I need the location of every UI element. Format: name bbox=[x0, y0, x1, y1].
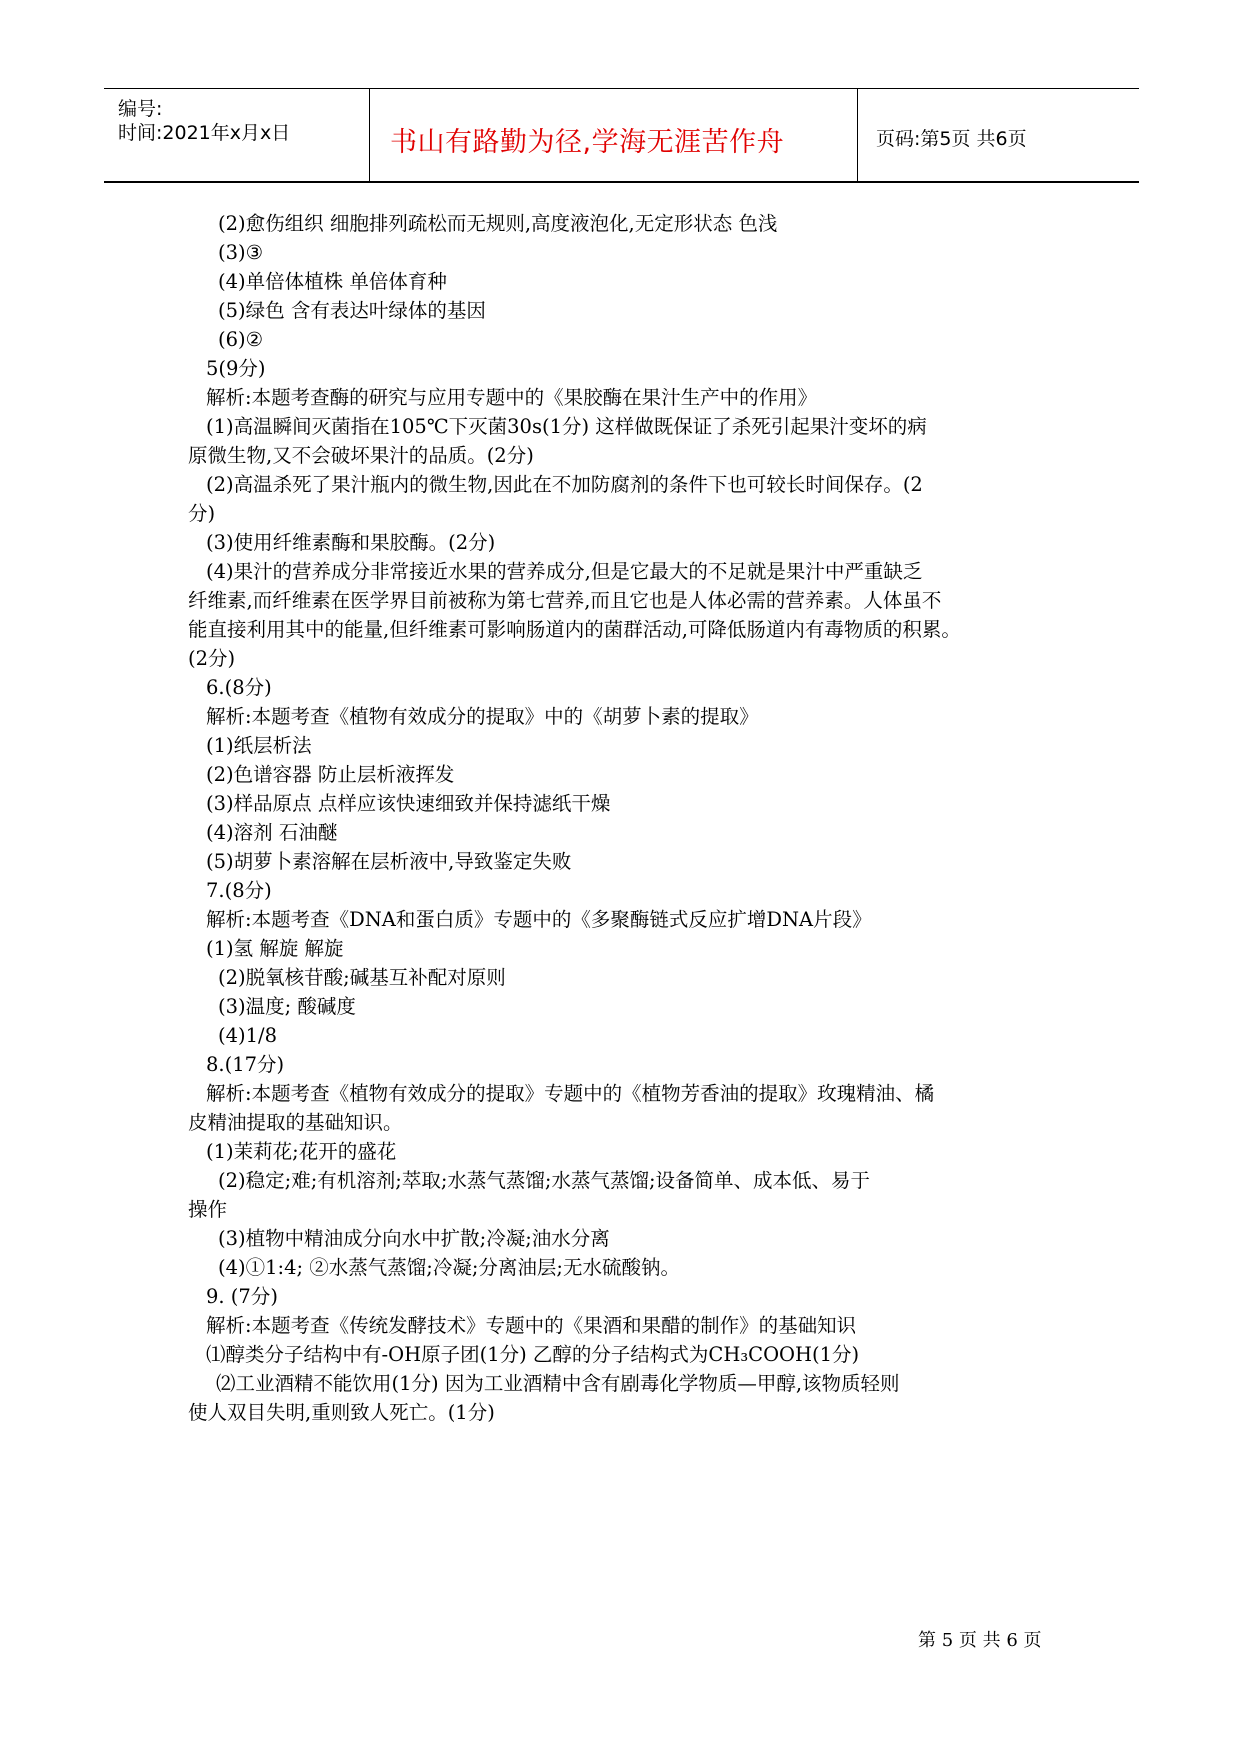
analysis-line: 解析:本题考查《传统发酵技术》专题中的《果酒和果醋的制作》的基础知识 bbox=[206, 1314, 857, 1337]
text-line: (3)温度; 酸碱度 bbox=[218, 995, 356, 1018]
text-line: (1)茉莉花;花开的盛花 bbox=[206, 1140, 397, 1163]
text-line: 原微生物,又不会破坏果汁的品质。(2分) bbox=[188, 444, 534, 467]
text-line: (3)样品原点 点样应该快速细致并保持滤纸干燥 bbox=[206, 792, 611, 815]
analysis-line: 解析:本题考查酶的研究与应用专题中的《果胶酶在果汁生产中的作用》 bbox=[206, 386, 818, 409]
text-line: 能直接利用其中的能量,但纤维素可影响肠道内的菌群活动,可降低肠道内有毒物质的积累。 bbox=[188, 618, 961, 641]
text-line: 纤维素,而纤维素在医学界目前被称为第七营养,而且它也是人体必需的营养素。人体虽不 bbox=[188, 589, 942, 612]
text-line: (3)植物中精油成分向水中扩散;冷凝;油水分离 bbox=[218, 1227, 610, 1250]
text-line: ⑴醇类分子结构中有-OH原子团(1分) 乙醇的分子结构式为CH₃COOH(1分) bbox=[206, 1343, 860, 1366]
analysis-line: 解析:本题考查《植物有效成分的提取》中的《胡萝卜素的提取》 bbox=[206, 705, 759, 728]
text-line: (2)高温杀死了果汁瓶内的微生物,因此在不加防腐剂的条件下也可较长时间保存。(2 bbox=[206, 473, 923, 496]
document-time-label: 时间:2021年x月x日 bbox=[118, 122, 291, 144]
text-line: (2)脱氧核苷酸;碱基互补配对原则 bbox=[218, 966, 506, 989]
header-motto: 书山有路勤为径,学海无涯苦作舟 bbox=[390, 127, 785, 158]
text-line: (6)② bbox=[218, 328, 264, 351]
page-footer: 第 5 页 共 6 页 bbox=[918, 1630, 1042, 1651]
header-page-label: 页码:第5页 共6页 bbox=[876, 128, 1027, 150]
question-heading: 8.(17分) bbox=[206, 1053, 285, 1076]
page-header bbox=[104, 88, 1139, 183]
header-top-rule bbox=[104, 88, 1139, 89]
text-line: (5)绿色 含有表达叶绿体的基因 bbox=[218, 299, 486, 322]
text-line: 皮精油提取的基础知识。 bbox=[188, 1111, 403, 1134]
question-heading: 7.(8分) bbox=[206, 879, 272, 902]
text-line: (2)色谱容器 防止层析液挥发 bbox=[206, 763, 455, 786]
question-heading: 6.(8分) bbox=[206, 676, 272, 699]
header-divider bbox=[369, 89, 370, 182]
text-line: (5)胡萝卜素溶解在层析液中,导致鉴定失败 bbox=[206, 850, 572, 873]
text-line: 使人双目失明,重则致人死亡。(1分) bbox=[188, 1401, 495, 1424]
text-line: (1)高温瞬间灭菌指在105℃下灭菌30s(1分) 这样做既保证了杀死引起果汁变坏的病 bbox=[206, 415, 927, 438]
text-line: (4)①1:4; ②水蒸气蒸馏;冷凝;分离油层;无水硫酸钠。 bbox=[218, 1256, 680, 1279]
header-divider bbox=[857, 89, 858, 182]
text-line: (3)使用纤维素酶和果胶酶。(2分) bbox=[206, 531, 496, 554]
text-line: (4)溶剂 石油醚 bbox=[206, 821, 338, 844]
question-heading: 5(9分) bbox=[206, 357, 266, 380]
text-line: (2)稳定;难;有机溶剂;萃取;水蒸气蒸馏;水蒸气蒸馏;设备简单、成本低、易于 bbox=[218, 1169, 871, 1192]
text-line: (1)纸层析法 bbox=[206, 734, 312, 757]
analysis-line: 解析:本题考查《DNA和蛋白质》专题中的《多聚酶链式反应扩增DNA片段》 bbox=[206, 908, 872, 931]
question-heading: 9. (7分) bbox=[206, 1285, 278, 1308]
text-line: 分) bbox=[188, 502, 216, 525]
text-line: 操作 bbox=[188, 1198, 228, 1221]
text-line: (2分) bbox=[188, 647, 236, 670]
text-line: (4)单倍体植株 单倍体育种 bbox=[218, 270, 447, 293]
header-bottom-rule bbox=[104, 181, 1139, 183]
text-line: (4)果汁的营养成分非常接近水果的营养成分,但是它最大的不足就是果汁中严重缺乏 bbox=[206, 560, 923, 583]
text-line: (2)愈伤组织 细胞排列疏松而无规则,高度液泡化,无定形状态 色浅 bbox=[218, 212, 778, 235]
analysis-line: 解析:本题考查《植物有效成分的提取》专题中的《植物芳香油的提取》玫瑰精油、橘 bbox=[206, 1082, 935, 1105]
document-number-label: 编号: bbox=[118, 98, 163, 120]
text-line: ⑵工业酒精不能饮用(1分) 因为工业酒精中含有剧毒化学物质—甲醇,该物质轻则 bbox=[216, 1372, 900, 1395]
text-line: (3)③ bbox=[218, 241, 264, 264]
text-line: (1)氢 解旋 解旋 bbox=[206, 937, 344, 960]
text-line: (4)1/8 bbox=[218, 1024, 278, 1047]
